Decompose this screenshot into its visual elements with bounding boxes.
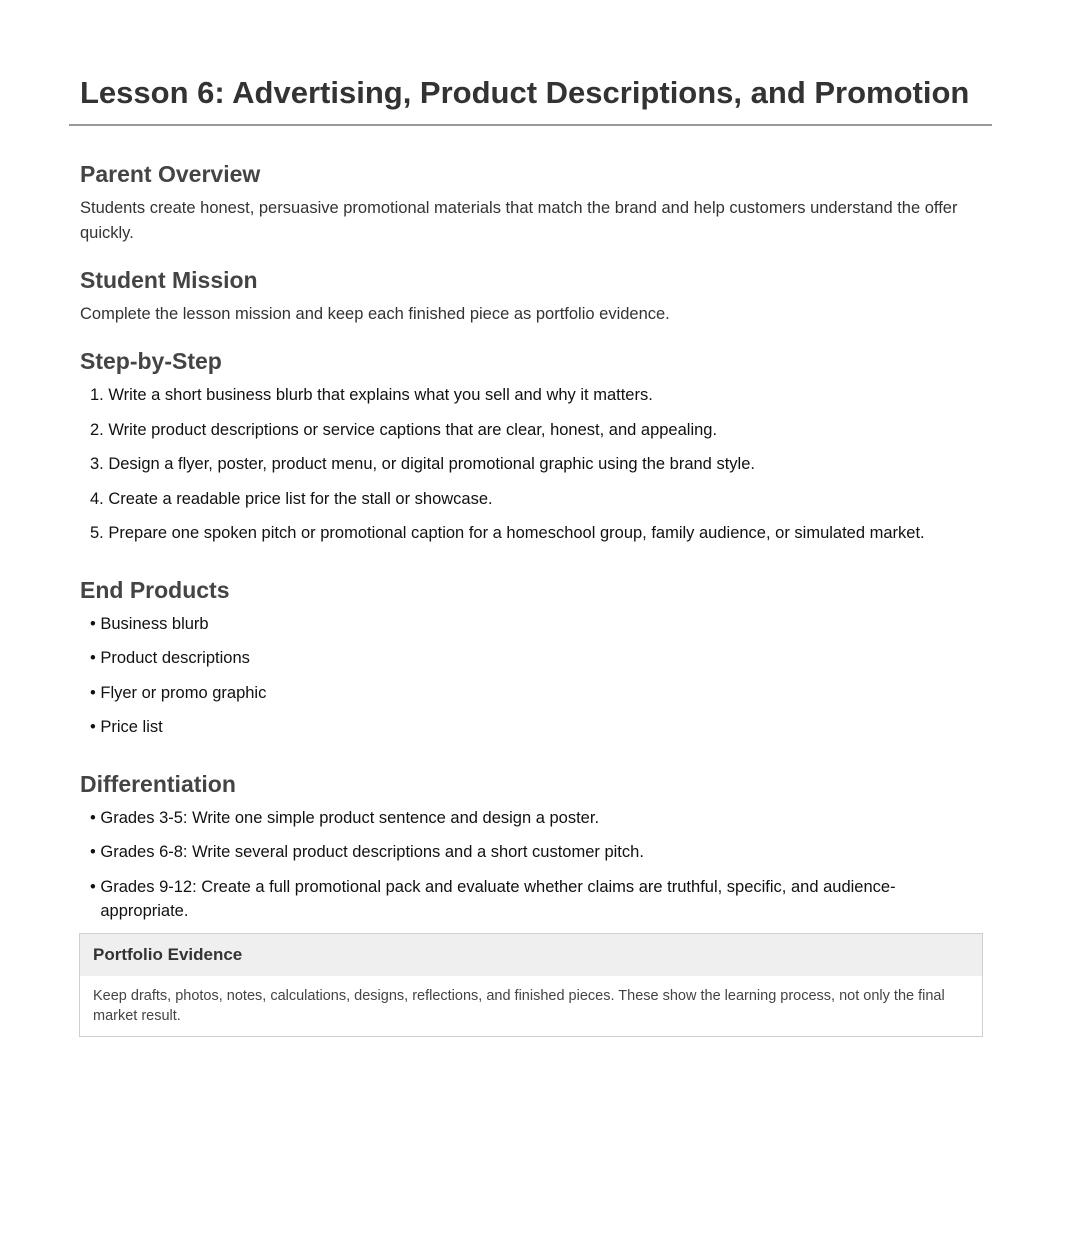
title-divider — [69, 124, 992, 126]
step-item: 3. Design a flyer, poster, product menu, or digital promotional graphic using the brand style. — [90, 455, 755, 473]
bullet-icon: • — [90, 843, 96, 861]
parent-overview-heading: Parent Overview — [80, 161, 261, 187]
step-item: 2. Write product descriptions or service captions that are clear, honest, and appealing. — [90, 420, 718, 439]
differentiation-list — [80, 806, 980, 923]
end-products-list — [80, 612, 980, 740]
end-products-heading: End Products — [80, 576, 230, 603]
step-item: 1. Write a short business blurb that explains what you sell and why it matters. — [90, 386, 653, 404]
list-item — [80, 646, 980, 670]
differentiation-heading: Differentiation — [80, 770, 236, 797]
bullet-icon: • — [90, 718, 96, 736]
student-mission-text: Complete the lesson mission and keep each finished piece as portfolio evidence. — [80, 305, 670, 323]
step-by-step-heading: Step-by-Step — [80, 348, 222, 374]
list-item-text: Grades 9-12: Create a full promotional pack and evaluate whether claims are truthful, specific, and audience-appropriate. — [100, 877, 896, 920]
page-title: Lesson 6: Advertising, Product Descriptions, and Promotion — [80, 75, 970, 110]
list-item — [80, 681, 980, 705]
list-item-text: Grades 3-5: Write one simple product sentence and design a poster. — [100, 808, 600, 827]
bullet-icon: • — [90, 808, 96, 827]
list-item-text: Flyer or promo graphic — [100, 683, 267, 702]
step-item: 4. Create a readable price list for the stall or showcase. — [90, 489, 493, 508]
list-item-text: Price list — [100, 718, 163, 736]
lesson-content — [80, 140, 980, 933]
portfolio-evidence-box — [79, 933, 983, 1037]
bullet-icon: • — [90, 877, 96, 896]
bullet-icon: • — [90, 614, 96, 633]
bullet-icon: • — [90, 649, 96, 667]
list-item — [80, 840, 980, 864]
bullet-icon: • — [90, 683, 96, 702]
portfolio-evidence-heading: Portfolio Evidence — [80, 934, 982, 976]
list-item — [80, 806, 980, 830]
list-item — [80, 875, 980, 923]
list-item — [80, 612, 980, 636]
list-item-text: Grades 6-8: Write several product descriptions and a short customer pitch. — [100, 843, 644, 861]
student-mission-heading: Student Mission — [80, 267, 258, 293]
parent-overview-text: Students create honest, persuasive promotional materials that match the brand and help customers understand the offer quickly. — [80, 199, 958, 242]
list-item-text: Business blurb — [100, 614, 209, 633]
list-item — [80, 715, 980, 739]
step-item: 5. Prepare one spoken pitch or promotional caption for a homeschool group, family audience, or simulated market. — [90, 524, 925, 542]
portfolio-evidence-text: Keep drafts, photos, notes, calculations, designs, reflections, and finished pieces. These show the learning process, not only the final market result. — [93, 988, 945, 1024]
list-item-text: Product descriptions — [100, 649, 250, 667]
step-list — [80, 383, 980, 545]
